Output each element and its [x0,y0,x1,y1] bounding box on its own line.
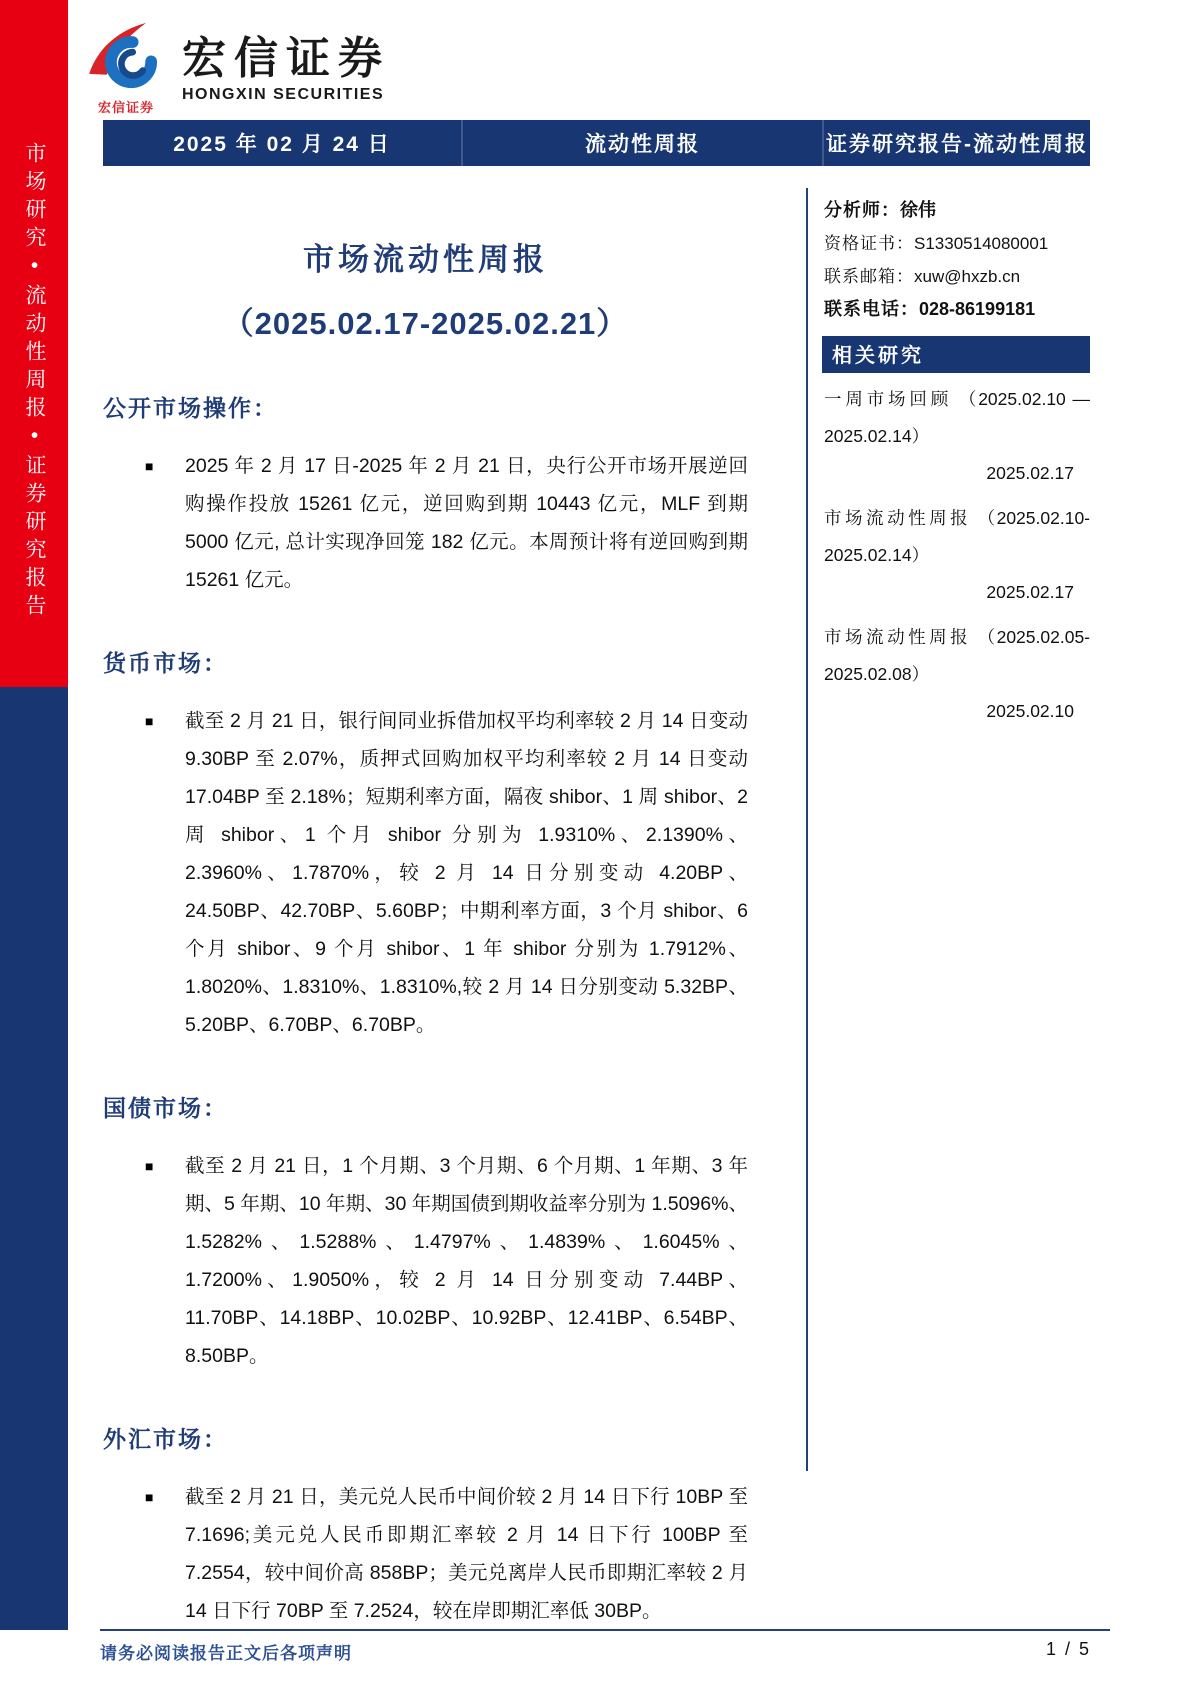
analyst-name-row [824,194,1090,227]
brand-logo [84,22,390,116]
left-vertical-band [0,0,68,1630]
section-heading: 公开市场操作： [103,395,278,421]
section-open-market-operations [103,390,748,599]
analyst-name-label: 分析师： [824,200,900,220]
related-research-item [824,381,1090,492]
section-body-text: 2025 年 2 月 17 日-2025 年 2 月 21 日，央行公开市场开展逆回购操作投放 15261 亿元，逆回购到期 10443 亿元，MLF 到期 5000 亿元, 总计实现净回笼 182 亿元。本周预计将有逆回购到期 15261 亿元。 [185,455,748,591]
section-heading: 货币市场： [103,650,228,676]
related-item-title: 一周市场回顾 [824,389,953,409]
hongxin-logo-icon [84,22,168,94]
related-item-date: 2025.02.17 [986,463,1074,483]
bullet-item [103,447,748,599]
certificate-value: S1330514080001 [914,234,1049,253]
section-treasury-bond-market [103,1090,748,1375]
section-body-text: 截至 2 月 21 日，1 个月期、3 个月期、6 个月期、1 年期、3 年期、5 年期、10 年期、30 年期国债到期收益率分别为 1.5096%、1.5282%、1.5288%、1.4797%、1.4839%、1.6045%、1.7200%、1.9050%，较 2 月 14 日分别变动 7.44BP、11.70BP、14.18BP、10.02BP、10.92BP、12.41BP、6.54BP、8.50BP。 [185,1155,748,1367]
header-category: 流动性周报 [585,133,700,156]
related-research-item [824,500,1090,611]
brand-logo-icon-wrap [84,22,168,116]
brand-name-en: HONGXIN SECURITIES [182,86,385,103]
certificate-label: 资格证书： [824,234,914,253]
right-sidebar [806,188,1090,1471]
related-research-item [824,619,1090,730]
related-item-range: （2025.02.10-2025.02.14） [824,508,1090,565]
analyst-certificate-row [824,227,1090,260]
related-item-text [824,381,1090,455]
bullet-item [103,1478,748,1630]
page-number: 1 / 5 [1045,1639,1091,1659]
report-title-line2: （2025.02.17-2025.02.21） [222,306,629,341]
phone-value: 028-86199181 [919,299,1036,319]
analyst-name-value: 徐伟 [900,200,936,220]
bullet-item [103,1147,748,1375]
bullet-square-icon: ■ [145,1489,154,1505]
report-header-band [103,120,1090,166]
related-item-title: 市场流动性周报 [824,508,972,528]
section-body-text: 截至 2 月 21 日，银行间同业拆借加权平均利率较 2 月 14 日变动 9.30BP 至 2.07%，质押式回购加权平均利率较 2 月 14 日变动 17.04BP 至 2.18%；短期利率方面，隔夜 shibor、1 周 shibor、2 周 shibor、1 个月 shibor 分别为 1.9310%、2.1390%、2.3960%、1.7870%，较 2 月 14 日分别变动 4.20BP、24.50BP、42.70BP、5.60BP；中期利率方面，3 个月 shibor、6 个月 shibor、9 个月 shibor、1 年 shibor 分别为 1.7912%、1.8020%、1.8310%、1.8310%,较 2 月 14 日分别变动 5.32BP、5.20BP、6.70BP、6.70BP。 [185,710,748,1036]
related-item-text [824,619,1090,693]
bullet-item [103,702,748,1044]
left-band-blue-segment [0,687,68,1630]
brand-names [182,22,390,104]
header-report-type: 证券研究报告-流动性周报 [826,133,1088,156]
related-item-date: 2025.02.17 [986,582,1074,602]
analyst-info [824,194,1090,326]
related-item-title: 市场流动性周报 [824,627,972,647]
footer-disclaimer: 请务必阅读报告正文后各项声明 [100,1644,352,1663]
section-heading: 国债市场： [103,1095,228,1121]
bullet-square-icon: ■ [145,458,154,474]
left-band-vertical-label: 市场研究•流动性周报•证券研究报告 [23,142,46,622]
section-body-text: 截至 2 月 21 日，美元兑人民币中间价较 2 月 14 日下行 10BP 至 7.1696;美元兑人民币即期汇率较 2 月 14 日下行 100BP 至 7.2554，较中间价高 858BP；美元兑离岸人民币即期汇率较 2 月 14 日下行 70BP 至 7.2524，较在岸即期汇率低 30BP。 [185,1486,748,1622]
left-band-red-segment [0,0,68,687]
email-value: xuw@hxzb.cn [914,267,1021,286]
bullet-square-icon: ■ [145,713,154,729]
phone-label: 联系电话： [824,299,919,319]
footer-divider-line [100,1629,1110,1631]
section-money-market [103,645,748,1044]
email-label: 联系邮箱： [824,267,914,286]
analyst-email-row [824,260,1090,293]
analyst-phone-row [824,293,1090,326]
related-item-text [824,500,1090,574]
related-item-range: （2025.02.05-2025.02.08） [824,627,1090,684]
related-item-date: 2025.02.10 [986,701,1074,721]
section-fx-market [103,1421,748,1630]
bullet-square-icon: ■ [145,1158,154,1174]
report-title-line1: 市场流动性周报 [303,242,548,277]
report-title [103,240,748,344]
related-research-heading: 相关研究 [822,336,1090,373]
header-date: 2025 年 02 月 24 日 [173,133,391,156]
brand-name-cn: 宏信证券 [182,34,390,83]
brand-caption-text: 宏信证券 [97,100,154,115]
section-heading: 外汇市场： [103,1426,228,1452]
main-content [103,226,748,1630]
related-item-range: （2025.02.10 —2025.02.14） [824,389,1090,446]
